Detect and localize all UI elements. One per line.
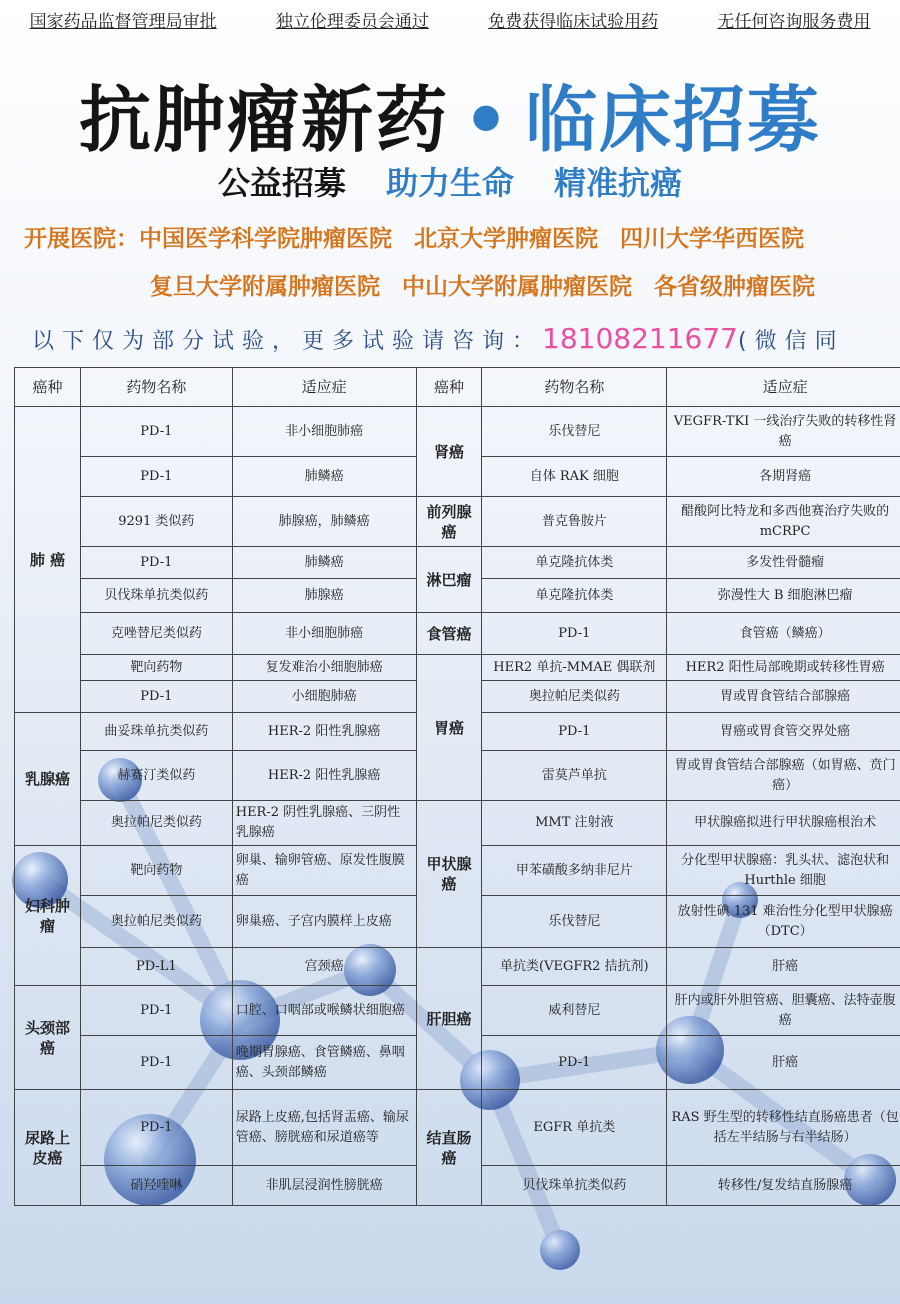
drug-name-cell: 奥拉帕尼类似药	[80, 896, 232, 948]
table-row	[15, 407, 900, 457]
hospital-name: 中山大学附属肿瘤医院	[402, 274, 632, 300]
trial-table	[14, 367, 900, 1206]
cancer-type-cell: 前列腺癌	[416, 497, 482, 547]
indication-cell: 放射性碘 131 难治性分化型甲状腺癌（DTC）	[667, 896, 900, 948]
top-bar-item: 免费获得临床试验用药	[488, 11, 659, 32]
notice-suffix: (微信同	[737, 329, 845, 354]
header-indication: 适应症	[232, 368, 416, 407]
table-row	[15, 613, 900, 655]
indication-cell: 非小细胞肺癌	[232, 407, 416, 457]
hospital-row-2	[0, 268, 900, 301]
indication-cell: 卵巢癌、子宫内膜样上皮癌	[232, 896, 416, 948]
indication-cell: VEGFR-TKI 一线治疗失败的转移性肾癌	[667, 407, 900, 457]
hospital-name: 复旦大学附属肿瘤医院	[150, 274, 380, 300]
drug-name-cell: 曲妥珠单抗类似药	[80, 713, 232, 751]
indication-cell: 肺腺癌	[232, 579, 416, 613]
header-drug: 药物名称	[80, 368, 232, 407]
subtitle	[0, 158, 900, 204]
drug-name-cell: PD-L1	[80, 948, 232, 986]
indication-cell: 复发难治小细胞肺癌	[232, 655, 416, 681]
drug-name-cell: 克唑替尼类似药	[80, 613, 232, 655]
indication-cell: 宫颈癌	[232, 948, 416, 986]
top-bar	[0, 0, 900, 38]
indication-cell: 胃或胃食管结合部腺癌	[667, 681, 900, 713]
indication-cell: 食管癌（鳞癌）	[667, 613, 900, 655]
drug-name-cell: PD-1	[80, 681, 232, 713]
drug-name-cell: 奥拉帕尼类似药	[482, 681, 667, 713]
title-part1: 抗肿瘤新药	[78, 78, 449, 162]
indication-cell: HER-2 阴性乳腺癌、三阴性乳腺癌	[232, 801, 416, 846]
indication-cell: 肺鳞癌	[232, 457, 416, 497]
cancer-type-cell: 乳腺癌	[15, 713, 81, 846]
indication-cell: 肺腺癌，肺鳞癌	[232, 497, 416, 547]
drug-name-cell: 雷莫芦单抗	[482, 751, 667, 801]
drug-name-cell: 单克隆抗体类	[482, 547, 667, 579]
drug-name-cell: PD-1	[80, 407, 232, 457]
drug-name-cell: 硝羟喹啉	[80, 1166, 232, 1206]
drug-name-cell: 靶向药物	[80, 655, 232, 681]
indication-cell: 多发性骨髓瘤	[667, 547, 900, 579]
hospital-name: 北京大学肿瘤医院	[414, 226, 598, 252]
header-cancer: 癌种	[15, 368, 81, 407]
drug-name-cell: 普克鲁胺片	[482, 497, 667, 547]
top-bar-item: 无任何咨询服务费用	[717, 11, 871, 32]
drug-name-cell: HER2 单抗-MMAE 偶联剂	[482, 655, 667, 681]
indication-cell: 肝癌	[667, 948, 900, 986]
subtitle-item: 精准抗癌	[554, 164, 683, 202]
top-bar-item: 国家药品监督管理局审批	[29, 11, 217, 32]
consult-notice	[32, 322, 845, 355]
drug-name-cell: 贝伐珠单抗类似药	[80, 579, 232, 613]
cancer-type-cell: 肺 癌	[15, 407, 81, 713]
indication-cell: HER-2 阳性乳腺癌	[232, 713, 416, 751]
table-row	[15, 655, 900, 681]
drug-name-cell: PD-1	[482, 713, 667, 751]
drug-name-cell: MMT 注射液	[482, 801, 667, 846]
indication-cell: 非小细胞肺癌	[232, 613, 416, 655]
indication-cell: 非肌层浸润性膀胱癌	[232, 1166, 416, 1206]
top-bar-item: 独立伦理委员会通过	[275, 11, 429, 32]
indication-cell: 小细胞肺癌	[232, 681, 416, 713]
hospital-label: 开展医院：	[24, 226, 139, 252]
cancer-type-cell: 妇科肿瘤	[15, 846, 81, 986]
indication-cell: 晚期胃腺癌、食管鳞癌、鼻咽癌、头颈部鳞癌	[232, 1036, 416, 1090]
drug-name-cell: 甲苯磺酸多纳非尼片	[482, 846, 667, 896]
drug-name-cell: 乐伐替尼	[482, 896, 667, 948]
cancer-type-cell: 头颈部癌	[15, 986, 81, 1090]
drug-name-cell: 单抗类(VEGFR2 拮抗剂)	[482, 948, 667, 986]
drug-name-cell: 威利替尼	[482, 986, 667, 1036]
table-row	[15, 1090, 900, 1166]
indication-cell: 转移性/复发结直肠腺癌	[667, 1166, 900, 1206]
drug-name-cell: PD-1	[80, 547, 232, 579]
drug-name-cell: PD-1	[80, 457, 232, 497]
cancer-type-cell: 结直肠癌	[416, 1090, 482, 1206]
cancer-type-cell: 尿路上皮癌	[15, 1090, 81, 1206]
indication-cell: RAS 野生型的转移性结直肠癌患者（包括左半结肠与右半结肠）	[667, 1090, 900, 1166]
subtitle-item: 助力生命	[385, 164, 514, 202]
indication-cell: 尿路上皮癌,包括肾盂癌、输尿管癌、膀胱癌和尿道癌等	[232, 1090, 416, 1166]
cancer-type-cell: 胃癌	[416, 655, 482, 801]
drug-name-cell: 奥拉帕尼类似药	[80, 801, 232, 846]
page-title	[0, 62, 900, 166]
drug-name-cell: PD-1	[482, 613, 667, 655]
drug-name-cell: 9291 类似药	[80, 497, 232, 547]
table-header-row	[15, 368, 900, 407]
indication-cell: 胃癌或胃食管交界处癌	[667, 713, 900, 751]
cancer-type-cell: 淋巴瘤	[416, 547, 482, 613]
drug-name-cell: 单克隆抗体类	[482, 579, 667, 613]
hospital-name: 中国医学科学院肿瘤医院	[139, 226, 392, 252]
drug-name-cell: 靶向药物	[80, 846, 232, 896]
cancer-type-cell: 肾癌	[416, 407, 482, 497]
drug-name-cell: PD-1	[80, 1036, 232, 1090]
cancer-type-cell: 肝胆癌	[416, 948, 482, 1090]
indication-cell: HER-2 阳性乳腺癌	[232, 751, 416, 801]
subtitle-item: 公益招募	[217, 164, 346, 202]
drug-name-cell: PD-1	[80, 1090, 232, 1166]
indication-cell: 分化型甲状腺癌：乳头状、滤泡状和 Hurthle 细胞	[667, 846, 900, 896]
indication-cell: 胃或胃食管结合部腺癌（如胃癌、贲门癌）	[667, 751, 900, 801]
header-drug: 药物名称	[482, 368, 667, 407]
header-cancer: 癌种	[416, 368, 482, 407]
notice-text: 以下仅为部分试验，更多试验请咨询：	[32, 329, 543, 354]
title-part2: 临床招募	[525, 78, 822, 162]
indication-cell: 肺鳞癌	[232, 547, 416, 579]
drug-name-cell: 贝伐珠单抗类似药	[482, 1166, 667, 1206]
drug-name-cell: 乐伐替尼	[482, 407, 667, 457]
title-dot: •	[462, 78, 512, 162]
cancer-type-cell: 食管癌	[416, 613, 482, 655]
header-indication: 适应症	[667, 368, 900, 407]
drug-name-cell: EGFR 单抗类	[482, 1090, 667, 1166]
drug-name-cell: PD-1	[80, 986, 232, 1036]
table-row	[15, 801, 900, 846]
hospital-name: 四川大学华西医院	[620, 226, 804, 252]
hospital-row-1	[0, 220, 900, 253]
table-row	[15, 948, 900, 986]
indication-cell: HER2 阳性局部晚期或转移性胃癌	[667, 655, 900, 681]
indication-cell: 弥漫性大 B 细胞淋巴瘤	[667, 579, 900, 613]
indication-cell: 肝癌	[667, 1036, 900, 1090]
table-row	[15, 547, 900, 579]
drug-name-cell: 自体 RAK 细胞	[482, 457, 667, 497]
cancer-type-cell: 甲状腺癌	[416, 801, 482, 948]
indication-cell: 肝内或肝外胆管癌、胆囊癌、法特壶腹癌	[667, 986, 900, 1036]
indication-cell: 各期肾癌	[667, 457, 900, 497]
hospital-name: 各省级肿瘤医院	[654, 274, 815, 300]
table-row	[15, 497, 900, 547]
indication-cell: 卵巢、输卵管癌、原发性腹膜癌	[232, 846, 416, 896]
indication-cell: 口腔、口咽部或喉鳞状细胞癌	[232, 986, 416, 1036]
indication-cell: 甲状腺癌拟进行甲状腺癌根治术	[667, 801, 900, 846]
drug-name-cell: PD-1	[482, 1036, 667, 1090]
drug-name-cell: 赫赛汀类似药	[80, 751, 232, 801]
indication-cell: 醋酸阿比特龙和多西他赛治疗失败的 mCRPC	[667, 497, 900, 547]
phone-number[interactable]: 18108211677	[542, 322, 738, 355]
